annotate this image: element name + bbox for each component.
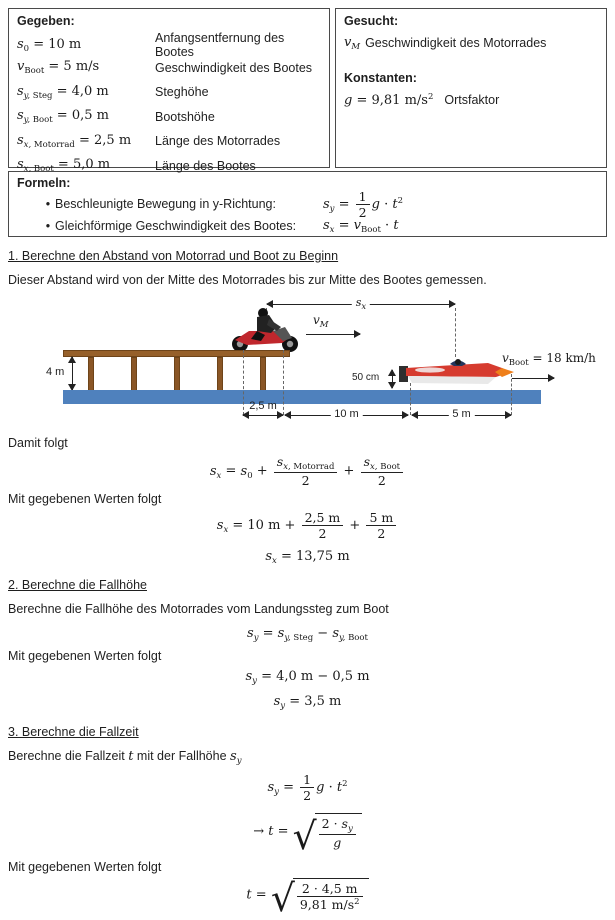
equation-line: $s_y$ = $\frac{1}{2}$ $g \cdot t^2$ xyxy=(267,772,348,804)
given-title: Gegeben: xyxy=(17,14,75,28)
given-symbol: $s_{x,}$ $_{Boot}$ = 5,0 m xyxy=(17,157,111,175)
mit-werten-text: Mit gegebenen Werten folgt xyxy=(8,649,162,664)
equation-line: t = √ $\frac{2 \cdot 4,5 m}{9,81 m/s^2}$ xyxy=(246,878,368,912)
equation-line: $s_y = s_{y,}$ $_{Steg} - s_{y,}$ $_{Boot}$ xyxy=(247,626,368,644)
equation-sy-symbolic xyxy=(8,626,607,643)
gap-label: 10 m xyxy=(330,408,362,420)
constants-title: Konstanten: xyxy=(344,71,417,85)
given-symbol: $s_{y,}$ $_{Steg}$ = 4,0 m xyxy=(17,83,109,101)
given-symbol: $v_{Boot} = 5$ m/s xyxy=(17,59,100,77)
vboot-label: $v_{Boot} = 18$ km/h xyxy=(502,351,596,368)
motorcycle-icon xyxy=(227,307,303,353)
given-symbol: $s_0 = 10$ m xyxy=(17,36,82,54)
formulas-box xyxy=(8,171,607,237)
section1-intro: Dieser Abstand wird von der Mitte des Motorrades bis zur Mitte des Bootes gemessen. xyxy=(8,273,487,287)
given-row xyxy=(17,129,319,154)
constants-item xyxy=(344,88,596,112)
given-row xyxy=(17,31,319,59)
formula-equation: $s_x = v_{Boot} \cdot t$ xyxy=(323,217,399,235)
formula-row xyxy=(17,215,596,237)
equation-t-values xyxy=(8,876,607,920)
formula-equation: $s_y$ = $\frac{1}{2}$ $g \cdot t^2$ xyxy=(323,188,403,220)
pier-post xyxy=(131,357,137,391)
pier-post xyxy=(260,357,266,391)
dashed-line-boat-stern xyxy=(410,383,411,415)
gap-dimension xyxy=(285,408,408,420)
water xyxy=(63,390,541,404)
mit-werten-text: Mit gegebenen Werten folgt xyxy=(8,860,162,875)
pier-post xyxy=(88,357,94,391)
sought-symbol: $v_M$ xyxy=(344,34,361,52)
given-row xyxy=(17,154,319,179)
motorcycle-length-dimension xyxy=(243,400,283,416)
given-desc: Anfangsentfernung des Bootes xyxy=(155,31,285,59)
given-desc: Länge des Motorrades xyxy=(155,134,281,149)
sought-desc: Geschwindigkeit des Motorrades xyxy=(365,36,547,50)
equation-line: $s_y = 4,0$ m − 0,5 m xyxy=(245,669,370,687)
section2-intro: Berechne die Fallhöhe des Motorrades vom Landungssteg zum Boot xyxy=(8,602,389,617)
section3-intro-pre: Berechne die Fallzeit xyxy=(8,749,129,764)
equation-sx-result xyxy=(8,549,607,566)
sx-dimension-label: $s_x$ xyxy=(352,297,370,312)
formulas-title: Formeln: xyxy=(17,176,71,190)
vm-arrow xyxy=(306,334,360,335)
given-row xyxy=(17,105,319,130)
dashed-line-motorcycle-left xyxy=(243,350,244,415)
motorcycle-length-label: 2,5 m xyxy=(249,400,277,412)
given-symbol: $s_{x,}$ $_{Motorrad}$ = 2,5 m xyxy=(17,132,132,150)
diagram xyxy=(0,295,615,430)
sought-item xyxy=(344,31,596,55)
section2-heading: 2. Berechne die Fallhöhe xyxy=(8,578,147,593)
given-desc: Geschwindigkeit des Bootes xyxy=(155,60,313,75)
dashed-line-boat-center xyxy=(455,308,456,357)
pier-post xyxy=(174,357,180,391)
bullet-icon: • xyxy=(45,219,51,233)
vboot-arrow xyxy=(512,378,554,379)
constants-desc: Ortsfaktor xyxy=(444,93,500,107)
spacer xyxy=(344,55,596,71)
equation-line: $s_x = s_0$ + $\frac{s_{x,} _{Motorrad}}{2}$ + $\frac{s_{x,} _{Boot}}{2}$ xyxy=(210,454,405,488)
constants-equation: g = 9,81 $m/s^2$ xyxy=(344,92,434,108)
boat-height-label: 50 cm xyxy=(352,372,380,383)
formula-row xyxy=(17,188,596,220)
section3-intro xyxy=(8,749,607,766)
equation-line: $s_x = 10$ m + $\frac{2,5 m}{2}$ + $\frac{5 m}{2}$ xyxy=(217,510,398,541)
pier-post xyxy=(217,357,223,391)
equation-sx-values xyxy=(8,510,607,541)
boat-length-label: 5 m xyxy=(448,408,474,420)
given-desc: Bootshöhe xyxy=(155,109,215,124)
equation-line: → t = √ $\frac{2 \cdot s_y}{g}$ xyxy=(253,813,362,850)
equation-sy-values xyxy=(8,669,607,686)
equation-sx-symbolic xyxy=(8,454,607,488)
equation-fall xyxy=(8,772,607,803)
section3-heading: 3. Berechne die Fallzeit xyxy=(8,725,139,740)
pier-deck xyxy=(63,350,290,357)
equation-line: $s_y = 3,5$ m xyxy=(273,694,342,712)
equation-sy-result xyxy=(8,694,607,711)
dashed-line-pier-edge xyxy=(283,350,284,415)
pier-height-arrow xyxy=(72,357,73,390)
given-box xyxy=(8,8,330,175)
equation-t-symbolic xyxy=(8,813,607,859)
section3-intro-mid: mit der Fallhöhe xyxy=(133,749,231,764)
mit-werten-text: Mit gegebenen Werten folgt xyxy=(8,492,162,507)
sought-title: Gesucht: xyxy=(344,14,399,28)
damit-folgt-text: Damit folgt xyxy=(8,436,68,450)
bullet-icon: • xyxy=(45,197,51,211)
sought-box xyxy=(335,8,607,168)
sx-dimension-arrow xyxy=(267,296,455,312)
boat-height-arrow xyxy=(392,370,393,388)
boat-icon xyxy=(398,356,515,390)
t-symbol-inline: t xyxy=(128,749,134,765)
section1-heading: 1. Berechne den Abstand von Motorrad und Boot zu Beginn xyxy=(8,249,339,263)
pier-height-label: 4 m xyxy=(46,366,65,378)
formula-label: Beschleunigte Bewegung in y-Richtung: xyxy=(55,197,276,211)
given-desc: Steghöhe xyxy=(155,85,209,100)
formula-label: Gleichförmige Geschwindigkeit des Bootes: xyxy=(55,219,297,233)
given-row xyxy=(17,56,319,81)
given-symbol: $s_{y,}$ $_{Boot}$ = 0,5 m xyxy=(17,108,109,126)
equation-line: $s_x = 13,75$ m xyxy=(265,549,350,567)
boat-length-dimension xyxy=(412,408,511,420)
dashed-line-boat-bow xyxy=(511,374,512,415)
sy-symbol-inline: $s_y$ xyxy=(230,749,242,767)
header-boxes xyxy=(8,8,607,175)
given-desc: Länge des Bootes xyxy=(155,158,256,173)
vm-label: $v_M$ xyxy=(313,313,329,330)
given-row xyxy=(17,80,319,105)
